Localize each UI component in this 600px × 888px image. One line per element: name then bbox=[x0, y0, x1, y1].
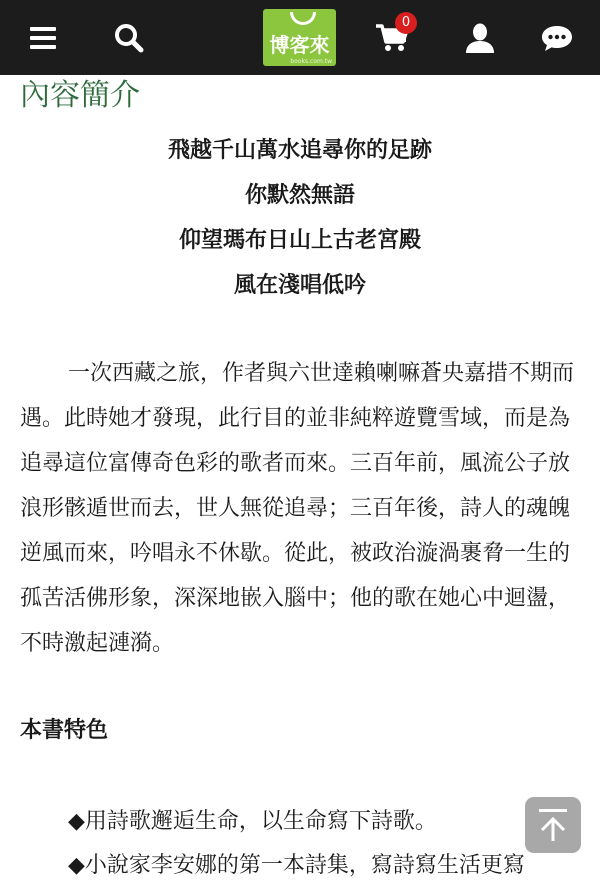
hamburger-menu-icon[interactable] bbox=[22, 0, 64, 75]
logo-smile-icon bbox=[290, 12, 316, 25]
logo-domain: books.com.tw bbox=[290, 58, 332, 65]
logo-text: 博客來 bbox=[269, 33, 330, 57]
poem-line: 風在淺唱低吟 bbox=[233, 273, 366, 298]
search-icon[interactable] bbox=[108, 0, 150, 75]
feature-item: ◆用詩歌邂逅生命，以生命寫下詩歌。 bbox=[68, 809, 437, 834]
poem-block bbox=[0, 128, 600, 308]
user-icon[interactable] bbox=[462, 0, 498, 75]
description-paragraph: 一次西藏之旅，作者與六世達賴喇嘛蒼央嘉措不期而遇。此時她才發現，此行目的並非純粹遊覽雪域，而是為追尋這位富傳奇色彩的歌者而來。三百年前，風流公子放浪形骸遁世而去，世人無從追尋；三百年後，詩人的魂魄逆風而來，吟唱永不休歇。從此，被政治漩渦裹脅一生的孤苦活佛形象，深深地嵌入腦中；他的歌在她心中迴盪，不時激起漣漪。 bbox=[20, 361, 575, 656]
top-nav-bar bbox=[0, 0, 600, 75]
cart-count-badge: 0 bbox=[395, 12, 417, 34]
site-logo[interactable] bbox=[263, 9, 336, 66]
poem-line: 飛越千山萬水追尋你的足跡 bbox=[167, 138, 432, 163]
poem-line: 仰望瑪布日山上古老宮殿 bbox=[178, 228, 421, 253]
poem-line: 你默然無語 bbox=[244, 183, 355, 208]
feature-item: ◆小說家李安娜的第一本詩集，寫詩寫生活更寫 bbox=[68, 853, 525, 878]
back-to-top-button[interactable] bbox=[525, 797, 581, 853]
features-heading: 本書特色 bbox=[20, 718, 109, 743]
section-title: 內容簡介 bbox=[20, 78, 140, 113]
arrow-up-to-top-icon bbox=[537, 808, 569, 842]
chat-bubble-icon[interactable] bbox=[539, 0, 575, 75]
